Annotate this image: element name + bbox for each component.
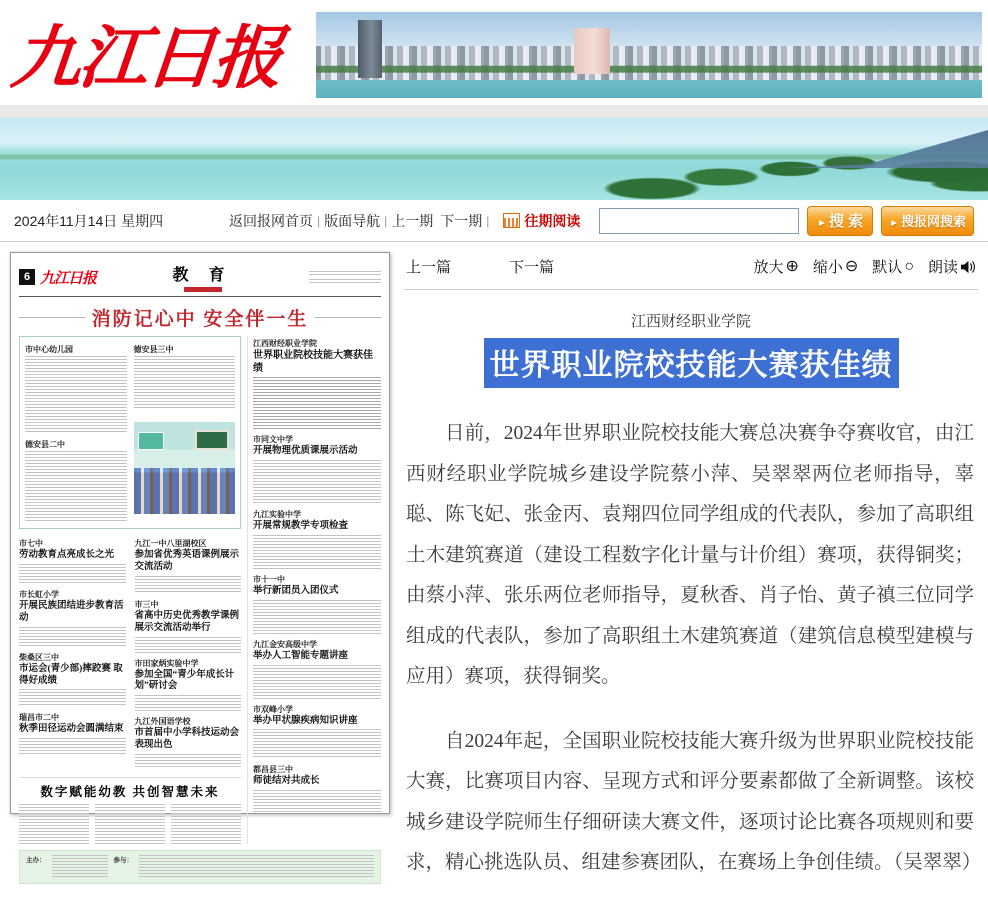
classroom-photo — [134, 422, 236, 514]
feature-col-a — [25, 342, 127, 523]
article-item[interactable]: 市同文中学 开展物理优质课展示活动 — [253, 434, 381, 504]
header-divider — [0, 105, 988, 118]
article-reader — [404, 252, 982, 908]
search-input[interactable] — [599, 208, 799, 234]
newspaper-logo: 九江日报 — [8, 16, 284, 99]
newspaper-page-thumbnail[interactable] — [10, 252, 390, 864]
thumb-headline-row — [19, 304, 381, 331]
lake-panorama-banner — [0, 118, 988, 200]
text-lines-placeholder — [135, 754, 242, 768]
text-lines-placeholder — [19, 689, 126, 707]
current-date: 2024年11月14日 星期四 — [14, 212, 164, 229]
fire-safety-feature-box[interactable] — [19, 336, 241, 529]
section-title: 教 育 — [172, 267, 233, 284]
site-header — [0, 0, 988, 105]
article-item-current[interactable]: 江西财经职业学院 世界职业院校技能大赛获佳绩 — [253, 338, 381, 429]
pointer-icon: ► — [817, 217, 827, 229]
page-number-badge: 6 — [19, 269, 35, 285]
pointer-icon: ► — [889, 217, 899, 229]
text-lines-placeholder — [253, 665, 381, 699]
text-lines-placeholder — [309, 279, 381, 284]
text-lines-placeholder — [253, 790, 381, 814]
thumb-right-column — [247, 336, 381, 844]
text-lines-placeholder — [19, 564, 126, 584]
article-kicker: 江西财经职业学院 — [630, 313, 751, 330]
article-item[interactable]: 九江金安高级中学 举办人工智能专题讲座 — [253, 639, 381, 699]
archive-reading-link[interactable]: 往期阅读 — [524, 212, 581, 229]
article-item[interactable]: 市十一中 举行新团员入团仪式 — [253, 574, 381, 634]
thumb-body — [19, 336, 381, 844]
zoom-out-icon: ⊖ — [844, 257, 859, 275]
article-item[interactable]: 市田家炳实验中学 参加全国“青少年成长计划”研讨会 — [135, 658, 242, 712]
article-item[interactable]: 市三中 省高中历史优秀教学课例展示交流活动举行 — [135, 599, 242, 653]
feature-col-b — [134, 342, 236, 418]
article-item[interactable]: 市七中 劳动教育点亮成长之光 — [19, 538, 126, 584]
screen — [138, 432, 164, 450]
article-item[interactable]: 九江实验中学 开展常规教学专项检查 — [253, 509, 381, 569]
speaker-icon — [960, 260, 976, 274]
text-lines-placeholder — [309, 271, 381, 276]
footer-join-label: 参与： — [113, 857, 133, 864]
calendar-icon — [503, 213, 520, 228]
default-size-icon: ○ — [904, 257, 914, 275]
text-lines-placeholder — [52, 855, 108, 879]
text-lines-placeholder — [135, 637, 242, 653]
article-paragraph: 自2024年起，全国职业院校技能大赛升级为世界职业院校技能大赛，比赛项目内容、呈现方式和评分要素都做了全新调整。该校城乡建设学院师生仔细研读大赛文件，逐项讨论比赛各项规则和要求，精心挑选队员、组建参赛团队，在赛场上争创佳绩。（吴翠翠） — [406, 730, 982, 874]
nav-home-link[interactable]: 返回报网首页 — [229, 212, 313, 229]
thumb-masthead-logo: 九江日报 — [40, 270, 97, 287]
text-lines-placeholder — [19, 738, 126, 754]
text-lines-placeholder — [25, 356, 127, 434]
article-item[interactable]: 都昌县三中 师徒结对共成长 — [253, 764, 381, 814]
text-lines-placeholder — [253, 535, 381, 569]
text-lines-placeholder — [135, 576, 242, 594]
students — [134, 468, 236, 514]
nav-links — [229, 211, 580, 231]
city-skyline-photo — [316, 12, 982, 98]
text-lines-placeholder — [253, 460, 381, 504]
prev-article-link[interactable]: 上一篇 — [406, 259, 452, 276]
mountain-silhouette — [788, 130, 988, 168]
separator: | — [317, 213, 321, 228]
bottom-columns — [19, 804, 241, 844]
text-lines-placeholder — [135, 695, 242, 711]
school-name: 市中心幼儿园 — [25, 345, 73, 354]
article-item[interactable]: 瑞昌市二中 秋季田径运动会圆满结束 — [19, 712, 126, 754]
top-toolbar — [0, 200, 988, 242]
text-lines-placeholder — [253, 729, 381, 759]
text-lines-placeholder — [253, 600, 381, 634]
thumb-col-2 — [135, 536, 242, 773]
article-item[interactable]: 九江外国语学校 市首届中小学科技运动会表现出色 — [135, 716, 242, 768]
footer-host-label: 主办： — [26, 857, 46, 864]
article-item[interactable]: 市长虹小学 开展民族团结进步教育活动 — [19, 589, 126, 647]
zoom-in-control[interactable]: 放大 ⊕ — [753, 257, 799, 276]
article-item[interactable]: 柴桑区三中 市运会(青少部)摔跤赛 取得好成绩 — [19, 652, 126, 708]
default-size-control[interactable]: 默认 ○ — [872, 257, 914, 276]
separator: | — [486, 213, 490, 228]
nav-prev-issue-link[interactable]: 上一期 — [391, 212, 434, 229]
separator: | — [384, 213, 388, 228]
section-heading-wrap — [96, 262, 309, 292]
text-lines-placeholder — [134, 356, 236, 408]
text-lines-placeholder — [139, 855, 374, 879]
text-lines-placeholder — [95, 804, 165, 844]
digital-education-section[interactable] — [19, 777, 241, 844]
section-tag — [184, 287, 222, 292]
article-paragraph: 日前，2024年世界职业院校技能大赛总决赛争夺赛收官，由江西财经职业学院城乡建设学院蔡小萍、吴翠翠两位老师指导，辜聪、陈飞妃、张金丙、袁翔四位同学组成的代表队，参加了高职组土木建筑赛道（建设工程数字化计量与计价组）赛项，获得铜奖；由蔡小萍、张乐两位老师指导，夏秋香、肖子怡、黄子禛三位同学组成的代表队，参加了高职组土木建筑赛道（建筑信息模型建模与应用）赛项，获得铜奖。 — [406, 423, 974, 688]
article-item[interactable]: 市双峰小学 举办甲状腺疾病知识讲座 — [253, 704, 381, 760]
thumb-edition-info — [309, 271, 381, 284]
article-item[interactable]: 九江一中八里湖校区 参加省优秀英语课例展示交流活动 — [135, 538, 242, 594]
next-article-link[interactable]: 下一篇 — [509, 259, 555, 276]
main-content — [0, 242, 988, 908]
zoom-out-control[interactable]: 缩小 ⊖ — [812, 257, 859, 276]
text-lines-placeholder — [253, 377, 381, 429]
rule — [315, 317, 381, 318]
thumb-article-lists — [19, 536, 241, 773]
article-body — [406, 414, 982, 884]
rule — [19, 317, 85, 318]
nav-layout-link[interactable]: 版面导航 — [324, 212, 381, 229]
thumb-masthead-row — [19, 262, 381, 297]
search-area — [599, 206, 974, 236]
text-lines-placeholder — [25, 451, 127, 523]
text-lines-placeholder — [19, 627, 126, 647]
search-button[interactable]: ► 搜 索 — [807, 206, 873, 236]
article-title: 世界职业院校技能大赛获佳绩 — [484, 338, 899, 388]
reader-toolbar — [404, 252, 978, 290]
school-name: 德安县三中 — [133, 345, 174, 354]
bottom-headline: 数字赋能幼教 共创智慧未来 — [40, 785, 220, 799]
text-lines-placeholder — [171, 804, 241, 844]
chalkboard — [195, 430, 229, 450]
nav-next-issue-link[interactable]: 下一期 — [440, 212, 483, 229]
reader-controls — [753, 256, 976, 277]
thumb-footer-box — [19, 850, 381, 884]
thumb-main-headline[interactable]: 消防记心中 安全伴一生 — [91, 309, 309, 330]
thumb-left-area — [19, 336, 247, 844]
zoom-in-icon: ⊕ — [785, 257, 799, 275]
article-title-wrap — [404, 338, 978, 388]
text-lines-placeholder — [19, 804, 89, 844]
school-name: 德安县二中 — [25, 440, 65, 449]
site-search-button[interactable]: ► 搜报网搜索 — [881, 206, 974, 236]
thumb-col-1 — [19, 536, 126, 773]
read-aloud-control[interactable]: 朗读 — [928, 256, 976, 277]
